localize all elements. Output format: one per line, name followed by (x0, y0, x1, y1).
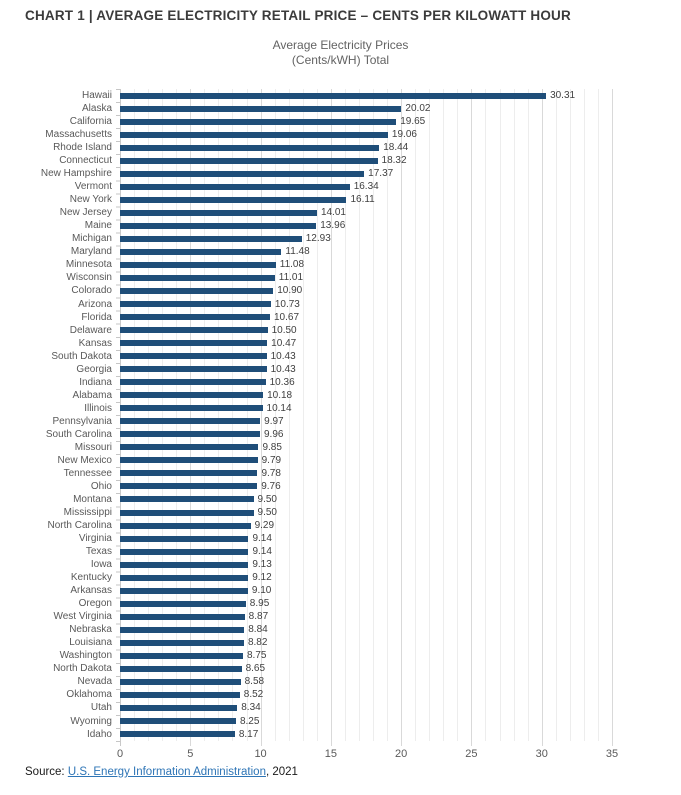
bar-row (0, 597, 681, 610)
bar (120, 457, 258, 463)
state-label: New Hampshire (40, 168, 112, 180)
bar (120, 536, 248, 542)
bar-row (0, 519, 681, 532)
value-label: 8.17 (238, 728, 259, 740)
state-label: Alaska (81, 103, 112, 115)
value-label: 10.14 (266, 402, 292, 414)
bar (120, 93, 546, 99)
x-tick-label: 15 (324, 748, 337, 760)
bar-row (0, 363, 681, 376)
bar (120, 366, 267, 372)
state-label: Rhode Island (53, 142, 112, 154)
bar-row (0, 675, 681, 688)
bar-row (0, 167, 681, 180)
state-label: Vermont (74, 181, 112, 193)
bar (120, 327, 268, 333)
state-label: Delaware (69, 324, 112, 336)
state-label: Nevada (77, 676, 112, 688)
value-label: 10.47 (271, 337, 297, 349)
bar (120, 731, 235, 737)
bar (120, 288, 273, 294)
state-label: New York (69, 194, 112, 206)
state-label: South Dakota (51, 350, 112, 362)
state-label: Pennsylvania (52, 415, 112, 427)
state-label: Oklahoma (66, 689, 112, 701)
bar (120, 223, 316, 229)
bar-row (0, 584, 681, 597)
bar-rows (0, 89, 681, 741)
value-label: 10.43 (270, 363, 296, 375)
bar (120, 171, 364, 177)
bar (120, 679, 241, 685)
state-label: West Virginia (53, 611, 112, 623)
state-label: Ohio (90, 480, 112, 492)
chart-subtitle: (Cents/kWH) Total (291, 53, 390, 67)
bar-row (0, 102, 681, 115)
bar-row (0, 115, 681, 128)
bar-row (0, 662, 681, 675)
value-label: 13.96 (320, 220, 346, 232)
value-label: 30.31 (550, 90, 576, 102)
chart-title: Average Electricity Prices (272, 38, 409, 52)
state-label: Maryland (70, 246, 112, 258)
bar (120, 614, 245, 620)
state-label: North Carolina (47, 520, 112, 532)
value-label: 10.18 (267, 389, 293, 401)
value-label: 9.29 (254, 520, 275, 532)
state-label: Missouri (74, 441, 112, 453)
bar-row (0, 337, 681, 350)
state-label: Wyoming (70, 715, 112, 727)
bar (120, 379, 266, 385)
bar-row (0, 258, 681, 271)
bar-row (0, 232, 681, 245)
bar (120, 106, 401, 112)
bar-row (0, 128, 681, 141)
bar-row (0, 701, 681, 714)
bar-row (0, 206, 681, 219)
bar (120, 640, 244, 646)
x-tick-label: 20 (395, 748, 408, 760)
value-label: 19.65 (400, 116, 426, 128)
bar-row (0, 89, 681, 102)
bar (120, 301, 271, 307)
source-prefix: Source: (25, 766, 68, 778)
bar (120, 210, 317, 216)
state-label: Michigan (71, 233, 112, 245)
x-tick-label: 25 (465, 748, 478, 760)
bar-row (0, 245, 681, 258)
bar-row (0, 219, 681, 232)
state-label: Texas (85, 546, 112, 558)
bar-row (0, 454, 681, 467)
state-label: Nebraska (69, 624, 112, 636)
bar (120, 496, 254, 502)
bar-row (0, 636, 681, 649)
value-label: 8.82 (247, 637, 268, 649)
bar (120, 158, 378, 164)
bar-row (0, 298, 681, 311)
value-label: 9.14 (252, 546, 272, 558)
bar-row (0, 350, 681, 363)
x-tick-label: 30 (535, 748, 548, 760)
bar (120, 431, 260, 437)
bar (120, 549, 248, 555)
value-label: 8.65 (245, 663, 266, 675)
bar (120, 718, 236, 724)
state-label: Montana (73, 493, 112, 505)
bar-chart (0, 89, 681, 760)
bar (120, 275, 275, 281)
bar-row (0, 311, 681, 324)
source-suffix: , 2021 (265, 766, 298, 778)
state-label: Alabama (72, 389, 112, 401)
bar (120, 392, 263, 398)
value-label: 9.50 (257, 493, 277, 505)
bar-row (0, 688, 681, 701)
page-title: CHART 1 | AVERAGE ELECTRICITY RETAIL PRICE – CENTS PER KILOWATT HOUR (25, 8, 571, 23)
value-label: 10.90 (277, 285, 303, 297)
bar-row (0, 728, 681, 741)
value-label: 9.79 (261, 454, 282, 466)
bar (120, 601, 246, 607)
bar-row (0, 141, 681, 154)
value-label: 9.96 (264, 428, 284, 440)
bar-row (0, 649, 681, 662)
value-label: 8.84 (248, 624, 268, 636)
source-note (25, 766, 298, 778)
bar-row (0, 480, 681, 493)
value-label: 8.58 (244, 676, 265, 688)
state-label: Virginia (78, 533, 112, 545)
state-label: Massachusetts (45, 129, 112, 141)
bar (120, 145, 379, 151)
bar (120, 353, 267, 359)
bar (120, 314, 270, 320)
x-axis (116, 741, 619, 763)
state-label: Mississippi (63, 507, 112, 519)
state-label: Wisconsin (66, 272, 112, 284)
value-label: 14.01 (320, 207, 346, 219)
bar-row (0, 493, 681, 506)
source-link[interactable]: U.S. Energy Information Administration (67, 766, 266, 778)
bar (120, 340, 267, 346)
state-label: Iowa (90, 559, 112, 571)
value-label: 16.11 (350, 194, 375, 206)
bar-row (0, 389, 681, 402)
x-tick-label: 0 (116, 748, 124, 760)
value-label: 10.73 (274, 298, 300, 310)
value-label: 9.85 (262, 441, 282, 453)
value-label: 12.93 (305, 233, 331, 245)
state-label: Arkansas (70, 585, 112, 597)
state-label: Hawaii (81, 90, 112, 102)
bar-row (0, 193, 681, 206)
value-label: 9.78 (261, 467, 281, 479)
state-label: South Carolina (45, 428, 112, 440)
bar-row (0, 428, 681, 441)
value-label: 8.95 (249, 598, 270, 610)
bar-row (0, 271, 681, 284)
bar (120, 627, 244, 633)
value-label: 11.01 (278, 272, 304, 284)
bar (120, 653, 243, 659)
state-label: Washington (59, 650, 112, 662)
bar-row (0, 715, 681, 728)
bar-row (0, 324, 681, 337)
chart-title-block (0, 38, 681, 68)
bar-row (0, 571, 681, 584)
value-label: 18.44 (383, 142, 409, 154)
value-label: 9.97 (264, 415, 284, 427)
value-label: 17.37 (368, 168, 394, 180)
value-label: 11.08 (279, 259, 305, 271)
bar-row (0, 610, 681, 623)
state-label: Utah (90, 702, 112, 714)
bar (120, 510, 254, 516)
value-label: 8.87 (248, 611, 269, 623)
state-label: Connecticut (59, 155, 112, 167)
state-label: Arizona (78, 298, 112, 310)
bar-row (0, 154, 681, 167)
bar-row (0, 506, 681, 519)
value-label: 9.10 (251, 585, 272, 597)
value-label: 16.34 (353, 181, 379, 193)
bar-row (0, 545, 681, 558)
bar (120, 523, 251, 529)
x-tick-label: 35 (605, 748, 619, 760)
state-label: Louisiana (69, 637, 112, 649)
value-label: 9.76 (261, 480, 281, 492)
bar (120, 588, 248, 594)
value-label: 10.36 (269, 376, 295, 388)
bar (120, 562, 248, 568)
state-label: Georgia (76, 363, 112, 375)
bar (120, 666, 242, 672)
bar (120, 483, 257, 489)
bar (120, 197, 346, 203)
state-label: California (69, 116, 112, 128)
bar-row (0, 376, 681, 389)
value-label: 9.14 (252, 533, 272, 545)
bar (120, 418, 260, 424)
value-label: 8.75 (247, 650, 267, 662)
state-label: Illinois (84, 402, 112, 414)
state-label: Idaho (86, 728, 112, 740)
value-label: 8.34 (241, 702, 261, 714)
bar-row (0, 441, 681, 454)
value-label: 10.67 (273, 311, 300, 323)
value-label: 8.52 (243, 689, 264, 701)
bar (120, 470, 257, 476)
state-label: Maine (84, 220, 112, 232)
bar (120, 249, 281, 255)
bar (120, 262, 276, 268)
bar-row (0, 284, 681, 297)
bar (120, 236, 302, 242)
bar (120, 184, 350, 190)
value-label: 9.13 (252, 559, 272, 571)
state-label: New Mexico (57, 454, 112, 466)
bar (120, 405, 263, 411)
bar-row (0, 415, 681, 428)
bar-row (0, 467, 681, 480)
state-label: Florida (81, 311, 112, 323)
value-label: 9.12 (252, 572, 272, 584)
state-label: Kentucky (70, 572, 112, 584)
state-label: Minnesota (65, 259, 112, 271)
value-label: 11.48 (285, 246, 310, 258)
value-label: 18.32 (381, 155, 407, 167)
value-label: 19.06 (391, 129, 417, 141)
bar (120, 705, 237, 711)
bar (120, 119, 396, 125)
x-tick-label: 10 (254, 748, 267, 760)
state-label: North Dakota (53, 663, 112, 675)
bar-row (0, 558, 681, 571)
bar-row (0, 623, 681, 636)
bar-row (0, 532, 681, 545)
bar-row (0, 180, 681, 193)
value-label: 20.02 (405, 103, 431, 115)
state-label: Oregon (78, 598, 112, 610)
bar-row (0, 402, 681, 415)
x-tick-label: 5 (187, 748, 194, 760)
bar (120, 692, 240, 698)
state-label: Indiana (79, 376, 112, 388)
state-label: Tennessee (63, 467, 112, 479)
state-label: Kansas (78, 337, 112, 349)
bar (120, 132, 388, 138)
value-label: 10.50 (271, 324, 297, 336)
state-label: New Jersey (59, 207, 112, 219)
value-label: 9.50 (257, 507, 277, 519)
value-label: 10.43 (270, 350, 296, 362)
value-label: 8.25 (239, 715, 260, 727)
bar (120, 444, 258, 450)
bar (120, 575, 248, 581)
state-label: Colorado (71, 285, 112, 297)
